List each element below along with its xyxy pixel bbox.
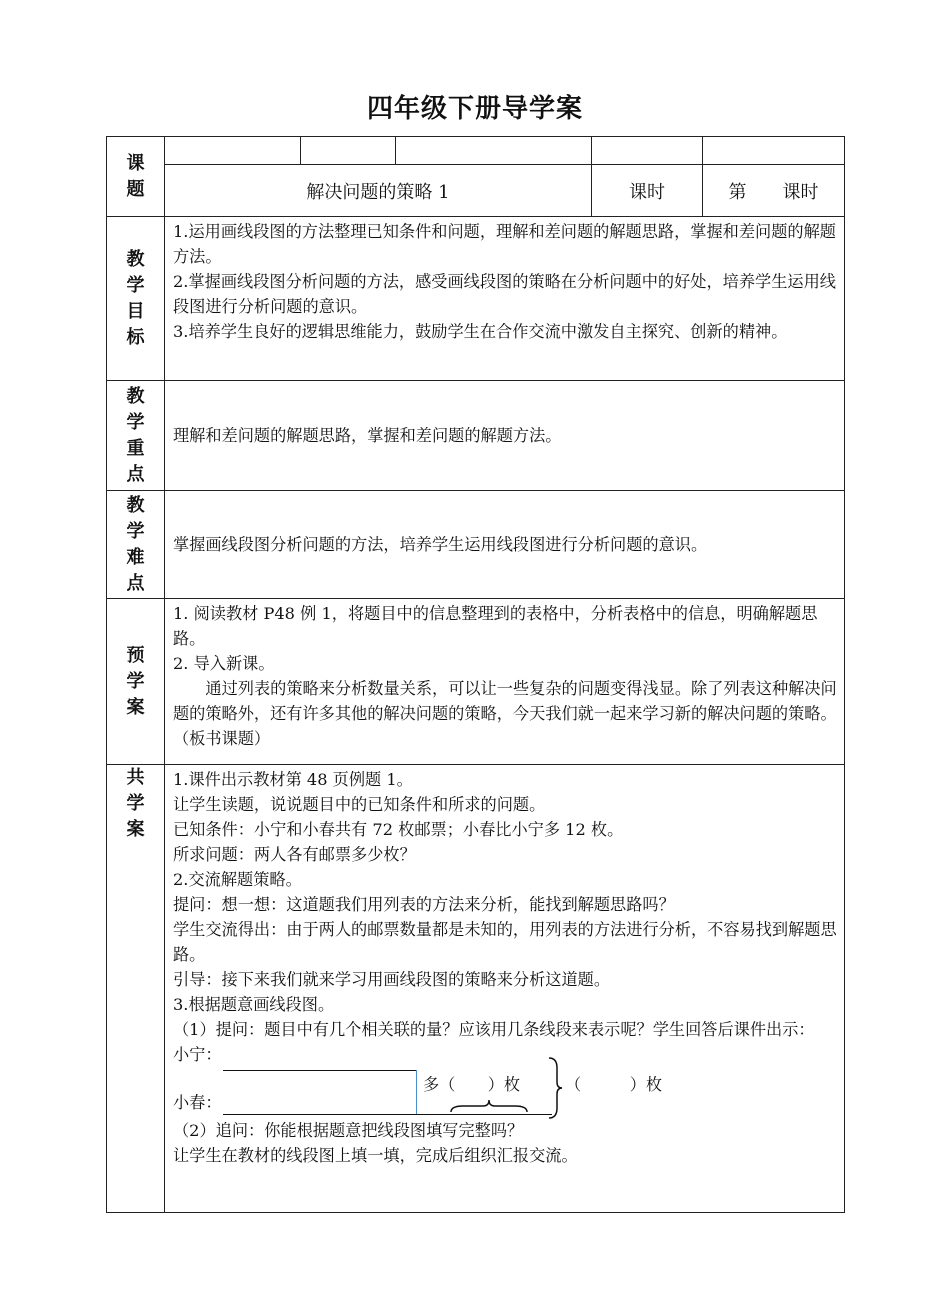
row-label-char: 教 (126, 385, 145, 407)
lesson-plan-table (106, 136, 845, 1213)
keypoints-row (107, 381, 845, 491)
difficulties-row (107, 491, 845, 599)
keypoints-content (165, 381, 845, 491)
row-label-char: 题 (126, 178, 145, 200)
colearn-item: 已知条件：小宁和小春共有 72 枚邮票；小春比小宁多 12 枚。 (173, 820, 624, 839)
blank-cell (396, 137, 592, 165)
colearn-item: 1.课件出示教材第 48 页例题 1。 (173, 770, 413, 789)
row-label-char: 课 (126, 152, 145, 174)
topic-label-text (107, 151, 164, 203)
keypoints-text: 理解和差问题的解题思路，掌握和差问题的解题方法。 (173, 426, 562, 445)
topic-label (107, 137, 165, 217)
colearn-item: 让学生读题，说说题目中的已知条件和所求的问题。 (173, 795, 546, 814)
difficulties-content (165, 491, 845, 599)
blank-cell (301, 137, 396, 165)
row-label-char: 点 (126, 572, 145, 594)
row-label-char: 教 (126, 248, 145, 270)
row-label-char: 教 (126, 494, 145, 516)
colearn-content (165, 765, 845, 1213)
colearn-row (107, 765, 845, 1213)
topic-title: 解决问题的策略 1 (165, 165, 592, 217)
row-label-char: 目 (126, 300, 145, 322)
difficulties-label (107, 491, 165, 599)
blank-cell (592, 137, 703, 165)
diagram-total-text: （ ）枚 (565, 1075, 663, 1094)
colearn-label (107, 765, 165, 1213)
blank-cell (703, 137, 845, 165)
blank-cell (165, 137, 301, 165)
period-value (703, 165, 845, 217)
preview-item: 通过列表的策略来分析数量关系，可以让一些复杂的问题变得浅显。除了列表这种解决问题的策略外，还有许多其他的解决问题的策略，今天我们就一起来学习新的解决问题的策略。（板书课题） (173, 679, 837, 748)
row-label-char: 学 (126, 520, 145, 542)
row-label-char: 共 (126, 767, 145, 788)
preview-row (107, 599, 845, 765)
preview-content (165, 599, 845, 765)
row-label-char: 点 (126, 463, 145, 485)
row-label-char: 重 (126, 437, 145, 459)
colearn-item: 引导：接下来我们就来学习用画线段图的策略来分析这道题。 (173, 970, 611, 989)
row-label-char: 学 (126, 274, 145, 296)
colearn-item: 3.根据题意画线段图。 (173, 995, 335, 1014)
goals-content (165, 217, 845, 381)
header-topic-row (107, 165, 845, 217)
brace-total-icon (547, 1056, 563, 1120)
header-blank-row (107, 137, 845, 165)
period-value-text: 第 课时 (728, 181, 819, 203)
row-label-char: 学 (126, 670, 145, 692)
preview-label (107, 599, 165, 765)
goal-item: 3.培养学生良好的逻辑思维能力，鼓励学生在合作交流中激发自主探究、创新的精神。 (173, 322, 788, 341)
colearn-item: 所求问题：两人各有邮票多少枚？ (173, 845, 416, 864)
colearn-item: 学生交流得出：由于两人的邮票数量都是未知的，用列表的方法进行分析，不容易找到解题思路。 (173, 920, 837, 964)
row-label-char: 标 (126, 326, 145, 348)
segment-xiaochun (223, 1114, 416, 1115)
colearn-item: （2）追问：你能根据题意把线段图填写完整吗？ (173, 1121, 524, 1140)
goal-item: 1.运用画线段图的方法整理已知条件和问题，理解和差问题的解题思路，掌握和差问题的解题方法。 (173, 222, 836, 266)
row-label-char: 案 (126, 819, 145, 840)
preview-item: 2. 导入新课。 (173, 654, 275, 673)
goals-row (107, 217, 845, 381)
diagram-label-xiaochun: 小春： (173, 1093, 222, 1112)
row-label-char: 预 (126, 644, 145, 666)
row-label-char: 难 (126, 546, 145, 568)
segment-divider (416, 1070, 417, 1114)
row-label-char: 学 (126, 793, 145, 814)
difficulties-text: 掌握画线段图分析问题的方法，培养学生运用线段图进行分析问题的意识。 (173, 535, 708, 554)
diagram-difference-text: 多（ ）枚 (423, 1075, 521, 1094)
goals-label (107, 217, 165, 381)
colearn-item: 2.交流解题策略。 (173, 870, 302, 889)
brace-difference-icon (449, 1098, 529, 1114)
colearn-item: 提问：想一想：这道题我们用列表的方法来分析，能找到解题思路吗？ (173, 895, 675, 914)
page-title: 四年级下册导学案 (366, 94, 583, 124)
keypoints-label (107, 381, 165, 491)
colearn-item: 让学生在教材的线段图上填一填，完成后组织汇报交流。 (173, 1146, 578, 1165)
period-label: 课时 (592, 165, 703, 217)
preview-item: 1. 阅读教材 P48 例 1，将题目中的信息整理到的表格中，分析表格中的信息，明确解题思路。 (173, 604, 818, 648)
colearn-item: （1）提问：题目中有几个相关联的量？应该用几条线段来表示呢？学生回答后课件出示： (173, 1020, 815, 1039)
line-segment-diagram (173, 1045, 838, 1116)
row-label-char: 案 (126, 696, 145, 718)
row-label-char: 学 (126, 411, 145, 433)
segment-xiaoning (223, 1070, 416, 1071)
diagram-label-xiaoning: 小宁： (173, 1045, 222, 1064)
goal-item: 2.掌握画线段图分析问题的方法，感受画线段图的策略在分析问题中的好处，培养学生运用线段图进行分析问题的意识。 (173, 272, 836, 316)
segment-xiaochun-extra (416, 1114, 552, 1115)
